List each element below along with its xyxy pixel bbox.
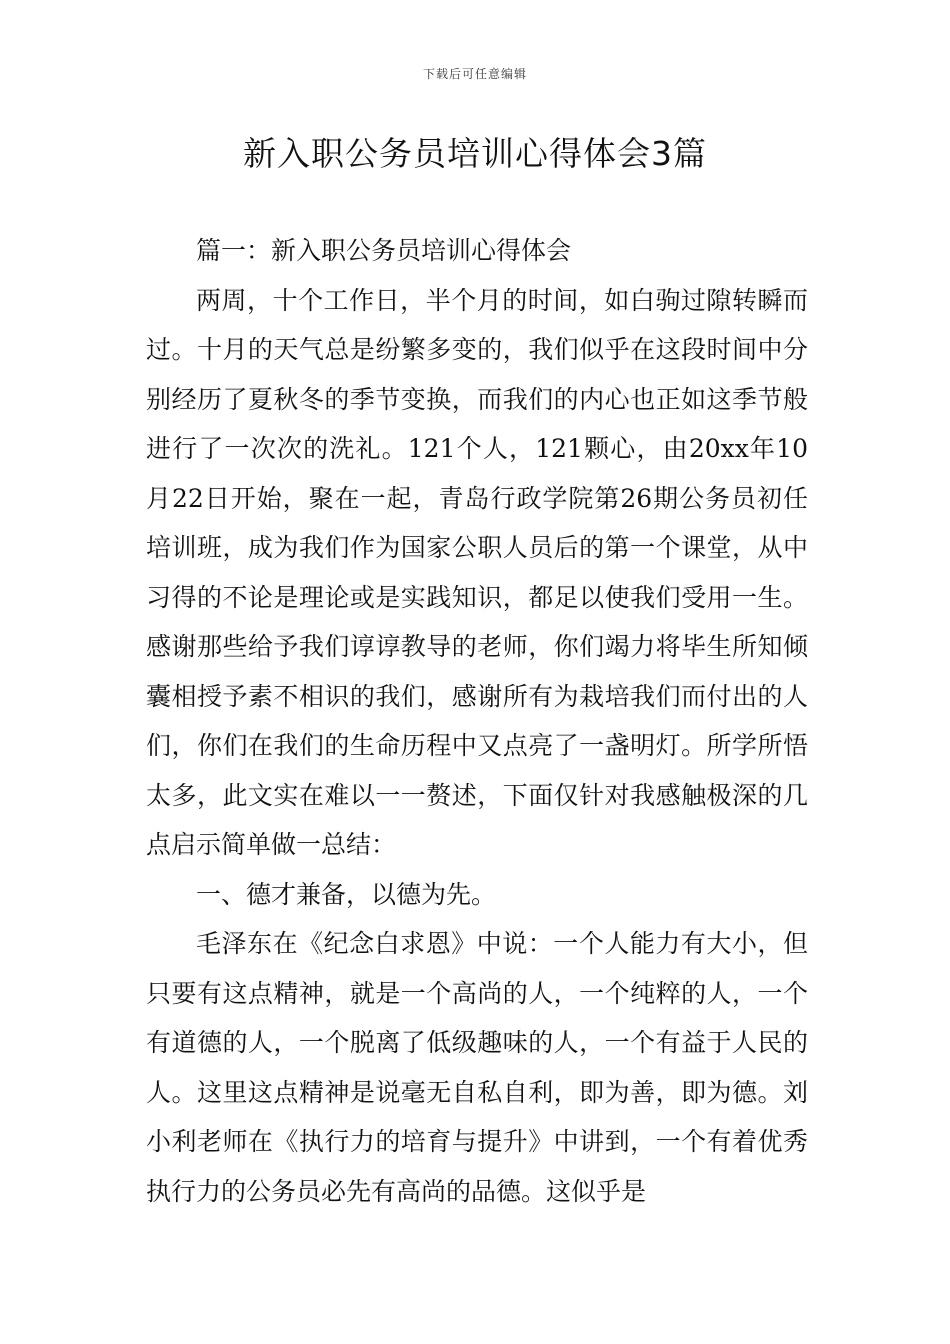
section-heading: 篇一：新入职公务员培训心得体会 — [196, 236, 572, 265]
body-paragraph: 毛泽东在《纪念白求恩》中说：一个人能力有大小，但只要有这点精神，就是一个高尚的人，一个纯粹的人，一个有道德的人，一个脱离了低级趣味的人，一个有益于人民的人。这里这点精神是说毫无自私自利，即为善，即为德。刘小利老师在《执行力的培育与提升》中讲到，一个有着优秀执行力的公务员必先有高尚的品德。这似乎是 — [146, 929, 808, 1206]
header-note: 下载后可任意编辑 — [422, 67, 527, 81]
subsection-heading: 一、德才兼备，以德为先。 — [196, 879, 497, 909]
document-body — [146, 226, 808, 1216]
body-paragraph: 两周，十个工作日，半个月的时间，如白驹过隙转瞬而过。十月的天气总是纷繁多变的，我们似乎在这段时间中分别经历了夏秋冬的季节变换，而我们的内心也正如这季节般进行了一次次的洗礼。121个人，121颗心，由20xx年10月22日开始，聚在一起，青岛行政学院第26期公务员初任培训班，成为我们作为国家公职人员后的第一个课堂，从中习得的不论是理论或是实践知识，都足以使我们受用一生。感谢那些给予我们谆谆教导的老师，你们竭力将毕生所知倾囊相授予素不相识的我们，感谢所有为栽培我们而付出的人们，你们在我们的生命历程中又点亮了一盏明灯。所学所悟太多，此文实在难以一一赘述，下面仅针对我感触极深的几点启示简单做一总结： — [146, 285, 808, 859]
document-title: 新入职公务员培训心得体会3篇 — [243, 134, 707, 173]
